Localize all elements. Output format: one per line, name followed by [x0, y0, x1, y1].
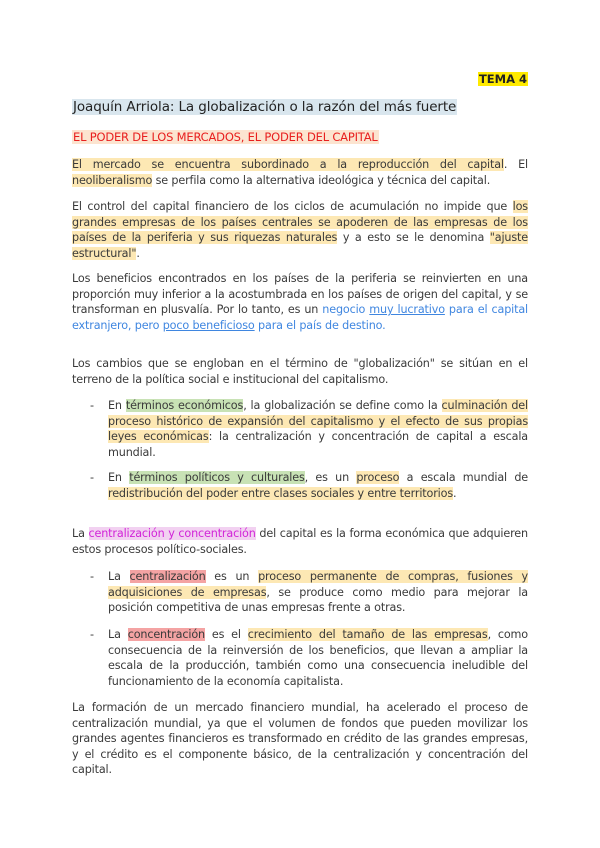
- text: , es un: [304, 471, 357, 484]
- text: : la centralización y concentración de capital a escala mundial.: [108, 430, 529, 459]
- topic-label: TEMA 4: [478, 72, 527, 86]
- highlight: centralización y concentración: [88, 527, 256, 540]
- text: del capital es la forma económica que adquieren estos procesos político-sociales.: [72, 527, 528, 556]
- underlined-blue-text: poco beneficioso: [162, 318, 255, 332]
- text: , se produce como medio para mejorar la posición competitiva de unas empresas frente a otras.: [108, 585, 528, 615]
- text: .: [136, 246, 140, 260]
- text: El control del capital financiero de los ciclos de acumulación no impide que: [72, 200, 513, 213]
- section-heading: EL PODER DE LOS MERCADOS, EL PODER DEL CAPITAL: [73, 130, 378, 144]
- blue-text: para el capital extranjero, pero: [72, 303, 529, 332]
- text: es un: [205, 570, 259, 583]
- highlight: términos políticos y culturales: [129, 471, 305, 484]
- paragraph-5: [72, 526, 528, 557]
- text: Los beneficios encontrados en los países de la periferia se reinvierten en una proporción muy inferior a la acostumbrada en los países de origen del capital, y se transforman en plusvalía. Por lo tanto, es un: [72, 272, 528, 317]
- highlight: proceso: [356, 471, 400, 484]
- bullet-dash: -: [90, 570, 94, 583]
- highlight: neoliberalismo: [72, 173, 153, 187]
- paragraph-1: [72, 157, 528, 188]
- highlight: "ajuste estructural": [72, 231, 528, 260]
- blue-text: negocio: [322, 303, 366, 317]
- underlined-blue-text: muy lucrativo: [369, 303, 445, 317]
- list-item-1: [90, 398, 529, 460]
- bullet-dash: -: [90, 628, 94, 641]
- text: es el: [204, 628, 248, 641]
- highlight: El mercado se encuentra subordinado a la reproducción del capital: [72, 158, 504, 171]
- document-title: Joaquín Arriola: La globalización o la razón del más fuerte: [73, 99, 457, 115]
- highlight: los grandes empresas de los países centrales se apoderen de las empresas de los países de la periferia y sus riquezas naturales: [72, 200, 528, 245]
- text: se perfila como la alternativa ideológica y técnica del capital.: [152, 173, 491, 187]
- list-item-2: [90, 470, 529, 501]
- text: En: [108, 399, 126, 412]
- highlight: redistribución del poder entre clases sociales y entre territorios: [108, 486, 453, 500]
- text: En: [108, 471, 130, 484]
- text: y a esto se le denomina: [337, 231, 490, 245]
- text: . El: [503, 158, 528, 171]
- paragraph-3: [72, 271, 528, 333]
- highlight: culminación del proceso histórico de expansión del capitalismo y el efecto de sus propias leyes económicas: [108, 399, 529, 444]
- paragraph-6: La formación de un mercado financiero mundial, ha acelerado el proceso de centralización mundial, ya que el volumen de fondos que pueden movilizar los grandes agentes financieros es transformado en crédito de las grandes empresas, y el crédito es el componente básico, de la centralización y concentración del capital.: [72, 701, 528, 777]
- highlight: términos económicos: [125, 399, 244, 412]
- text: La: [108, 570, 130, 583]
- bullet-dash: -: [90, 399, 94, 412]
- list-item-4: [90, 627, 528, 689]
- text: La: [108, 628, 128, 641]
- highlight: concentración: [127, 628, 205, 641]
- text: .: [453, 486, 457, 500]
- text: La: [72, 527, 89, 540]
- bullet-dash: -: [90, 471, 94, 484]
- blue-text: para el país de destino.: [254, 318, 386, 332]
- highlight: crecimiento del tamaño de las empresas: [247, 628, 488, 641]
- text: a escala mundial de: [399, 471, 529, 484]
- text: , como consecuencia de la reinversión de los beneficios, que llevan a ampliar la escala de la producción, también como una consecuencia ineludible del funcionamiento de la economía capitalista.: [108, 628, 528, 688]
- paragraph-2: [72, 199, 528, 261]
- list-item-3: [90, 569, 528, 616]
- text: , la globalización se define como la: [243, 399, 442, 412]
- paragraph-4: Los cambios que se engloban en el término de "globalización" se sitúan en el terreno de la política social e institucional del capitalismo.: [72, 357, 528, 386]
- highlight: proceso permanente de compras, fusiones y adquisiciones de empresas: [108, 570, 528, 599]
- highlight: centralización: [129, 570, 206, 583]
